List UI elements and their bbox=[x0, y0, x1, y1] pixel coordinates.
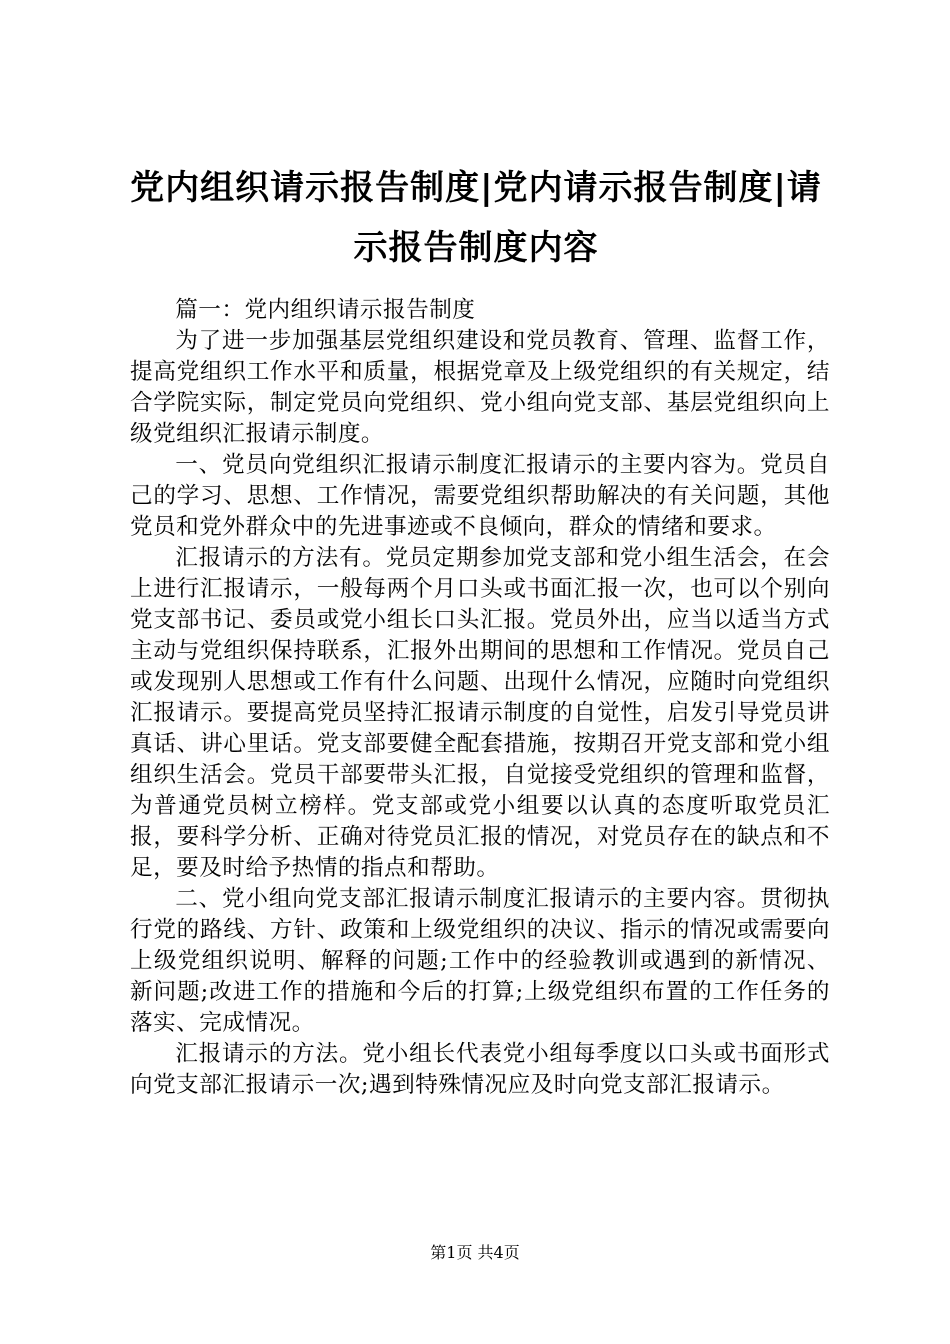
document-body bbox=[130, 295, 830, 1101]
paragraph: 汇报请示的方法。党小组长代表党小组每季度以口头或书面形式向党支部汇报请示一次;遇到特殊情况应及时向党支部汇报请示。 bbox=[130, 1041, 830, 1098]
paragraph: 一、党员向党组织汇报请示制度汇报请示的主要内容为。党员自己的学习、思想、工作情况，需要党组织帮助解决的有关问题，其他党员和党外群众中的先进事迹或不良倾向，群众的情绪和要求。 bbox=[130, 452, 830, 540]
paragraph: 汇报请示的方法有。党员定期参加党支部和党小组生活会，在会上进行汇报请示，一般每两个月口头或书面汇报一次，也可以个别向党支部书记、委员或党小组长口头汇报。党员外出，应当以适当方式主动与党组织保持联系，汇报外出期间的思想和工作情况。党员自己或发现别人思想或工作有什么问题、出现什么情况，应随时向党组织汇报请示。要提高党员坚持汇报请示制度的自觉性，启发引导党员讲真话、讲心里话。党支部要健全配套措施，按期召开党支部和党小组组织生活会。党员干部要带头汇报，自觉接受党组织的管理和监督，为普通党员树立榜样。党支部或党小组要以认真的态度听取党员汇报，要科学分析、正确对待党员汇报的情况，对党员存在的缺点和不足，要及时给予热情的指点和帮助。 bbox=[130, 545, 830, 881]
paragraph: 二、党小组向党支部汇报请示制度汇报请示的主要内容。贯彻执行党的路线、方针、政策和上级党组织的决议、指示的情况或需要向上级党组织说明、解释的问题;工作中的经验教训或遇到的新情况、新问题;改进工作的措施和今后的打算;上级党组织布置的工作任务的落实、完成情况。 bbox=[130, 886, 830, 1036]
page-number-footer: 第1页 共4页 bbox=[430, 1243, 520, 1262]
document-title: 党内组织请示报告制度|党内请示报告制度|请示报告制度内容 bbox=[130, 168, 822, 268]
paragraph: 为了进一步加强基层党组织建设和党员教育、管理、监督工作，提高党组织工作水平和质量，根据党章及上级党组织的有关规定，结合学院实际，制定党员向党组织、党小组向党支部、基层党组织向上级党组织汇报请示制度。 bbox=[130, 328, 830, 447]
section-heading: 篇一：党内组织请示报告制度 bbox=[175, 297, 476, 323]
